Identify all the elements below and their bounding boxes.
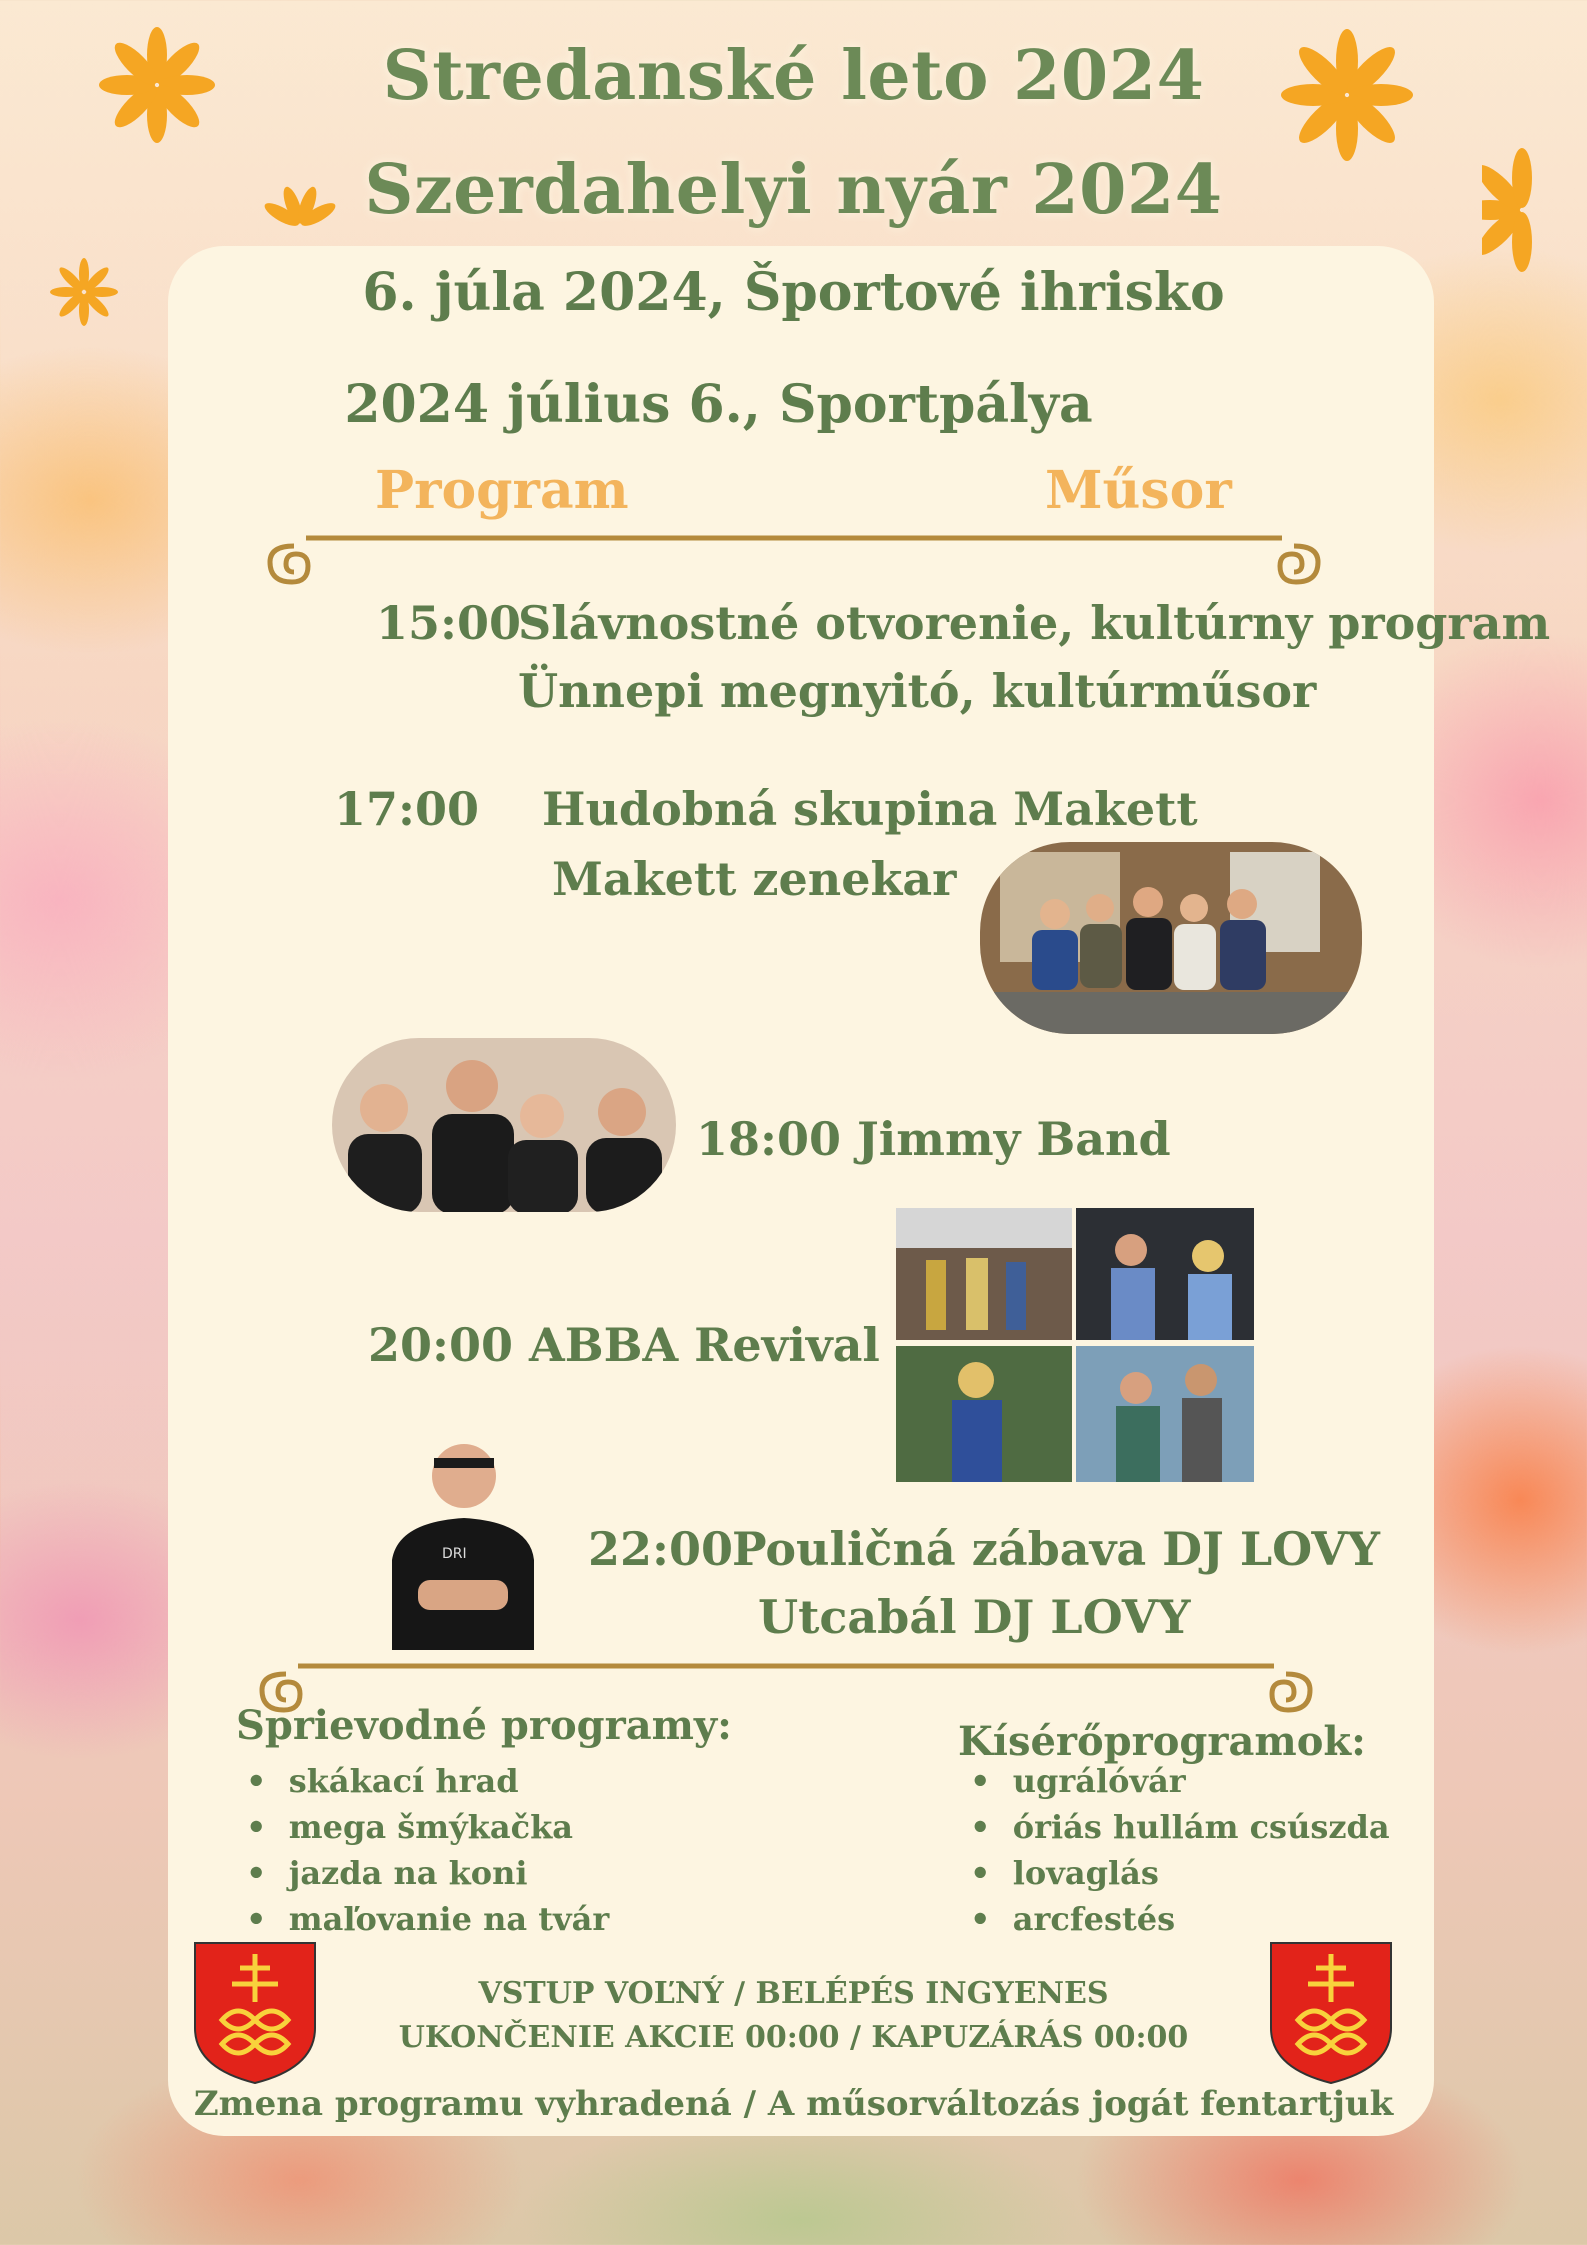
band-photo-jimmy	[332, 1038, 676, 1212]
list-item: • lovaglás	[970, 1854, 1159, 1892]
band-photo-abba	[896, 1200, 1254, 1486]
event-date-sk: 6. júla 2024, Športové ihrisko	[362, 262, 1225, 323]
schedule-item-sk: Slávnostné otvorenie, kultúrny program	[518, 596, 1551, 650]
schedule-item-hu: Utcabál DJ LOVY	[758, 1590, 1191, 1644]
divider-ornament	[262, 526, 1326, 590]
schedule-item-abba	[368, 1318, 880, 1372]
schedule-time: 18:00	[696, 1112, 842, 1166]
list-item: • arcfestés	[970, 1900, 1176, 1938]
list-item: • jazda na koni	[246, 1854, 528, 1892]
list-item: • maľovanie na tvár	[246, 1900, 610, 1938]
entry-info: VSTUP VOĽNÝ / BELÉPÉS INGYENES	[478, 1976, 1109, 2011]
band-photo-makett	[980, 842, 1362, 1034]
page-subtitle: Szerdahelyi nyár 2024	[364, 150, 1223, 230]
schedule-time: 20:00	[368, 1318, 514, 1372]
closing-info: UKONČENIE AKCIE 00:00 / KAPUZÁRÁS 00:00	[398, 2020, 1189, 2055]
list-item: • óriás hullám csúszda	[970, 1808, 1390, 1846]
program-heading-hu: Műsor	[1045, 460, 1232, 521]
schedule-item-sk: ABBA Revival	[529, 1318, 880, 1372]
program-change-note: Zmena programu vyhradená / A műsorváltozás jogát fentartjuk	[193, 2084, 1394, 2124]
list-item: • skákací hrad	[246, 1762, 519, 1800]
side-programs-title-hu: Kísérőprogramok:	[958, 1718, 1366, 1765]
side-programs-title-sk: Sprievodné programy:	[236, 1702, 732, 1749]
list-item: • ugrálóvár	[970, 1762, 1186, 1800]
coat-of-arms-icon	[192, 1940, 318, 2086]
dj-photo	[378, 1430, 546, 1650]
svg-text:DRI: DRI	[442, 1546, 467, 1562]
schedule-time: 22:00	[588, 1522, 734, 1576]
schedule-item-hu: Ünnepi megnyitó, kultúrműsor	[518, 664, 1317, 718]
page-title: Stredanské leto 2024	[382, 36, 1205, 116]
program-heading-sk: Program	[375, 460, 629, 521]
list-item: • mega šmýkačka	[246, 1808, 573, 1846]
schedule-item-sk: Hudobná skupina Makett	[542, 782, 1198, 836]
schedule-time: 15:00	[376, 596, 522, 650]
schedule-item-hu: Makett zenekar	[552, 852, 957, 906]
coat-of-arms-icon	[1268, 1940, 1394, 2086]
schedule-item-sk: Pouličná zábava DJ LOVY	[732, 1522, 1380, 1576]
schedule-item-sk: Jimmy Band	[857, 1112, 1171, 1166]
event-date-hu: 2024 július 6., Sportpálya	[344, 374, 1093, 435]
schedule-time: 17:00	[334, 782, 480, 836]
schedule-item-jimmy	[696, 1112, 1171, 1166]
